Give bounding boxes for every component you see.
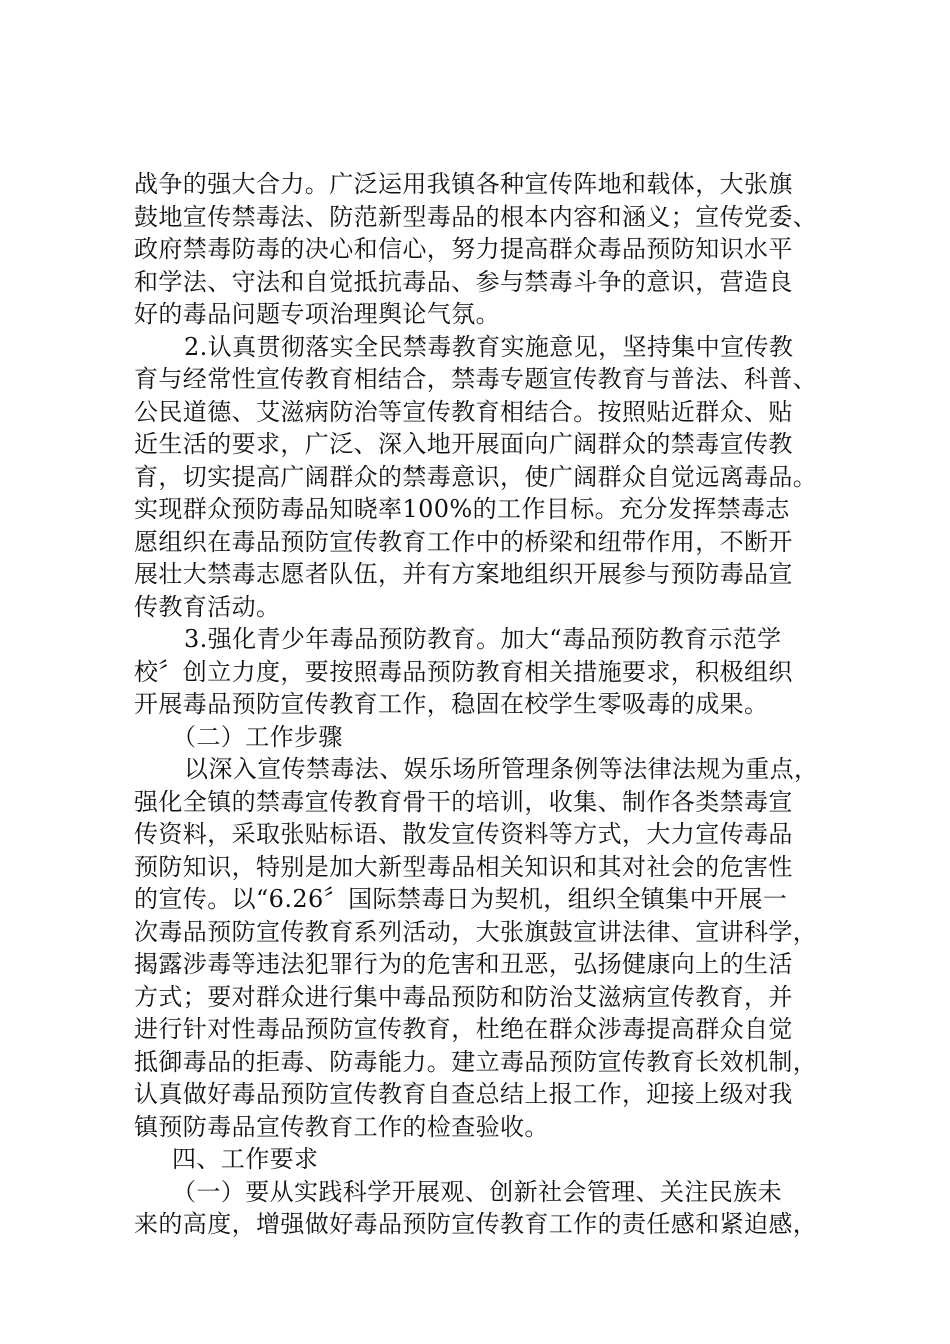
text-line: 预防知识，特别是加大新型毒品相关知识和其对社会的危害性 [134, 852, 793, 881]
text-line: 和学法、守法和自觉抵抗毒品、参与禁毒斗争的意识，营造良 [134, 267, 793, 296]
paragraph-start-line: 3.强化青少年毒品预防教育。加大“毒品预防教育示范学 [184, 625, 782, 653]
paragraph-start-line: 2.认真贯彻落实全民禁毒教育实施意见，坚持集中宣传教 [184, 332, 794, 361]
text-line: 展壮大禁毒志愿者队伍，并有方案地组织开展参与预防毒品宣 [134, 560, 793, 588]
document-body [134, 168, 824, 1241]
text-line: 实现群众预防毒品知晓率100%的工作目标。充分发挥禁毒志 [134, 495, 790, 523]
text-line: 育，切实提高广阔群众的禁毒意识，使广阔群众自觉远离毒品。 [134, 462, 818, 491]
section-heading: 四、工作要求 [172, 1145, 319, 1173]
text-line: 方式；要对群众进行集中毒品预防和防治艾滋病宣传教育，并 [134, 982, 793, 1011]
text-line: 战争的强大合力。广泛运用我镇各种宣传阵地和载体，大张旗 [134, 170, 793, 198]
text-line: 的宣传。以“6.26〞国际禁毒日为契机，组织全镇集中开展一 [134, 885, 788, 913]
text-line: 政府禁毒防毒的决心和信心，努力提高群众毒品预防知识水平 [134, 235, 793, 263]
text-line: 校〞创立力度，要按照毒品预防教育相关措施要求，积极组织 [134, 657, 793, 686]
paragraph-start-line: 以深入宣传禁毒法、娱乐场所管理条例等法律法规为重点， [184, 755, 819, 783]
text-line: 鼓地宣传禁毒法、防范新型毒品的根本内容和涵义；宣传党委、 [134, 202, 818, 231]
text-line: 次毒品预防宣传教育系列活动，大张旗鼓宣讲法律、宣讲科学， [134, 917, 818, 946]
section-heading: （二）工作步骤 [172, 722, 343, 751]
text-line: 愿组织在毒品预防宣传教育工作中的桥梁和纽带作用，不断开 [134, 527, 793, 556]
text-line: 传教育活动。 [134, 592, 281, 621]
text-line: 来的高度，增强做好毒品预防宣传教育工作的责任感和紧迫感， [134, 1210, 818, 1238]
text-line: 强化全镇的禁毒宣传教育骨干的培训，收集、制作各类禁毒宣 [134, 787, 793, 816]
text-line: 近生活的要求，广泛、深入地开展面向广阔群众的禁毒宣传教 [134, 430, 793, 458]
text-line: 揭露涉毒等违法犯罪行为的危害和丑恶，弘扬健康向上的生活 [134, 950, 793, 978]
paragraph-start-line: （一）要从实践科学开展观、创新社会管理、关注民族未 [172, 1177, 782, 1206]
text-line: 公民道德、艾滋病防治等宣传教育相结合。按照贴近群众、贴 [134, 397, 793, 426]
text-line: 传资料，采取张贴标语、散发宣传资料等方式，大力宣传毒品 [134, 820, 793, 848]
text-line: 进行针对性毒品预防宣传教育，杜绝在群众涉毒提高群众自觉 [134, 1015, 793, 1043]
text-line: 抵御毒品的拒毒、防毒能力。建立毒品预防宣传教育长效机制， [134, 1047, 818, 1076]
text-line: 认真做好毒品预防宣传教育自查总结上报工作，迎接上级对我 [134, 1080, 793, 1108]
text-line: 开展毒品预防宣传教育工作，稳固在校学生零吸毒的成果。 [134, 690, 769, 718]
text-line: 好的毒品问题专项治理舆论气氛。 [134, 300, 500, 328]
text-line: 镇预防毒品宣传教育工作的检查验收。 [134, 1112, 549, 1141]
text-line: 育与经常性宣传教育相结合，禁毒专题宣传教育与普法、科普、 [134, 365, 818, 393]
